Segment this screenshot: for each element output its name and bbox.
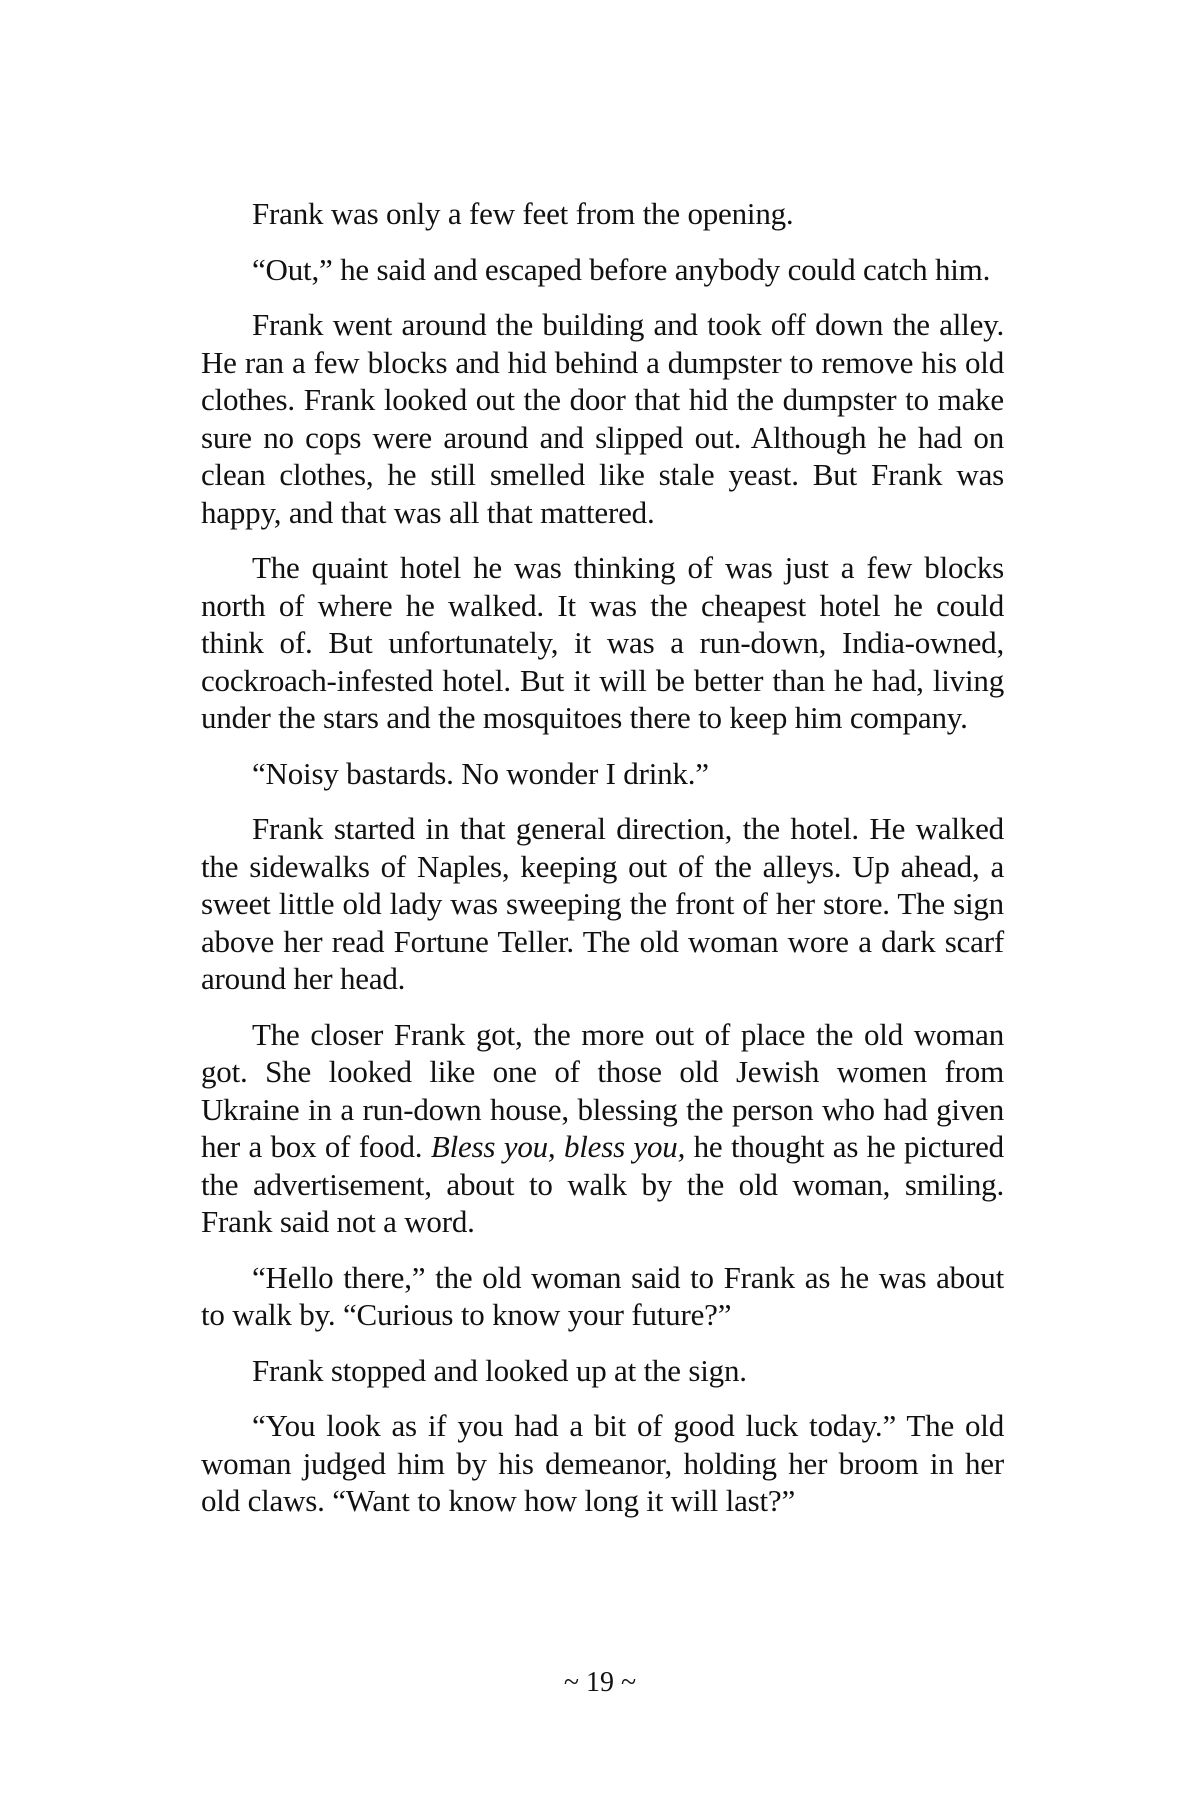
- paragraph-6: Frank started in that general direction, the hotel. He walked the sidewalks of Naples, keeping out of the alleys. Up ahead, a sweet little old lady was sweeping the front of her store. The sign above her read Fortune Teller. The old woman wore a dark scarf around her head.: [201, 811, 1004, 996]
- paragraph-7-text-a: The closer Frank got, the more out of place the old woman got. She looked like one of those old Jewish women from Ukraine in a run-down house, blessing the person who had given her a box of food.: [201, 1016, 1004, 1164]
- italic-thought: Bless you, bless you,: [430, 1129, 686, 1164]
- paragraph-1: Frank was only a few feet from the opening.: [252, 196, 794, 231]
- paragraph-7: [201, 1016, 1004, 1241]
- paragraph-4: The quaint hotel he was thinking of was just a few blocks north of where he walked. It was the cheapest hotel he could think of. But unfortunately, it was a run-down, India-owned, cockroach-infested hotel. But it will be better than he had, living under the stars and the mosquitoes there to keep him company.: [201, 550, 1004, 735]
- paragraph-5: “Noisy bastards. No wonder I drink.”: [252, 755, 709, 791]
- body-text: [201, 195, 1004, 1538]
- paragraph-9: Frank stopped and looked up at the sign.: [252, 1352, 747, 1388]
- paragraph-3: Frank went around the building and took off down the alley. He ran a few blocks and hid behind a dumpster to remove his old clothes. Frank looked out the door that hid the dumpster to make sure no cops were around and slipped out. Although he had on clean clothes, he still smelled like stale yeast. But Frank was happy, and that was all that mattered.: [201, 307, 1004, 530]
- page-number: ~ 19 ~: [563, 1667, 637, 1698]
- paragraph-8: “Hello there,” the old woman said to Frank as he was about to walk by. “Curious to know your future?”: [201, 1259, 1004, 1332]
- paragraph-7-text-b: he thought as he pictured the advertisement, about to walk by the old woman, smiling. Frank said not a word.: [201, 1129, 1004, 1239]
- paragraph-10: “You look as if you had a bit of good luck today.” The old woman judged him by his demeanor, holding her broom in her old claws. “Want to know how long it will last?”: [201, 1408, 1004, 1518]
- paragraph-2: “Out,” he said and escaped before anybody could catch him.: [252, 251, 991, 287]
